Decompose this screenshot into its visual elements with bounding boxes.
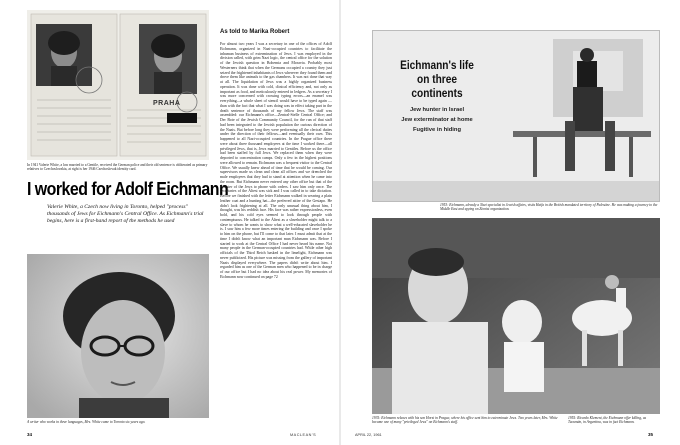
right-page-number: 35 xyxy=(648,432,654,437)
feature-subtitle-3: Fugitive in hiding xyxy=(413,127,461,133)
page-gutter xyxy=(339,0,341,445)
haifa-photo xyxy=(372,30,660,202)
photo-caption: In 1941 Valerie White, a law married to a Gentile, received the German police and their old sentence is obliterated as primary relatives to Czechoslovakia, at right is her 1946 Czechoslovak identity card. xyxy=(27,163,208,172)
feature-title: Eichmann's life on three continents xyxy=(400,60,474,100)
footer-date: APRIL 22, 1961 xyxy=(355,433,382,437)
left-page-number: 34 xyxy=(27,432,33,437)
portrait-caption: A writer who works in three languages, Mrs. White came to Toronto six years ago. xyxy=(27,420,146,424)
valerie-white-portrait xyxy=(27,254,209,418)
stamp-city: PRAHA xyxy=(153,100,181,107)
feature-subtitle-2: Jew exterminator at home xyxy=(401,117,473,123)
haifa-caption: 1953: Eichmann, already a Nazi specialist in Jewish affairs, visits Haifa in the British mandated territory of Palestine. He was making a journey to the Middle East and spying on Zionist organization. xyxy=(440,203,658,212)
deck: Valerie White, a Czech now living in Toronto, helped "process" thousands of Jews for Eichmann's Central Office. As Eichmann's trial begins, here is a first-hand report of the methods he used xyxy=(47,204,204,224)
byline: As told to Marika Robert xyxy=(220,29,290,35)
family-caption-left: 1935: Eichmann relaxes with his son Horst in Prague, where his office sent him to exterminate Jews. Two years later, Mrs. White became one of many "privileged Jews" on Eichmann's staff. xyxy=(372,416,558,425)
feature-subtitle-1: Jew hunter in Israel xyxy=(409,107,465,113)
family-photo xyxy=(372,218,660,414)
id-documents-illustration xyxy=(27,10,209,160)
family-illustration xyxy=(372,218,660,414)
headline: I worked for Adolf Eichmann xyxy=(27,178,229,199)
id-documents-photo xyxy=(27,10,209,160)
family-caption-right: 1955: Ricardo Klement, the Eichmann offer killing, as Tucumán, in Argentina, was in fact Eichmann. xyxy=(568,416,647,425)
portrait-illustration xyxy=(27,254,209,418)
article-body: For almost two years I was a secretary in one of the offices of Adolf Eichmann, organized in Nazi-occupied countries to facilitate the inhuman business of extermination of Jews. I was employed in the division called, with grim Nazi logic, the central office for the solution of the Jewish question in Bohemia and Moravia. Probably most Westerners think that when the Germans occupied a country they just seized the frightened inhabitants of Jews wherever they found them and drove them like animals to the gas chambers. It was not done that way at all. The liquidation of Jews was a highly organized business operation. It was done with cold, clinical efficiency and, not only as important as food, and meticulously entered in ledgers. As a secretary I was more concerned with crossing typing errors—an enamel was everything—a whole sheet of stencil would have to be typed again — than with the fact that what I was doing was in effect taking part in the death sentence of thousands of my fellow Jews. The staff was assembled: our Eichmann's office—Zentral-Stelle Central Office; and Der Bote of the Jewish Community Council, for the run of that staff had been integrated to the Jewish population the curious direction of the Nazis. But before long they were performing all the clerical duties under the direction of their fellows—and eventually their own. This happened to all Nazi-occupied countries. In the Prague office there were about three thousand employees at the time I worked there—all privileged Jews, that is, Jews married to Gentiles. Before us the office had been staffed by full Jews. We replaced them when they were deported to concentration camps. Only a few in the highest positions were allowed to remain. Eichmann was a frequent visitor to the Central Office. We usually knew ahead of time that he would be coming. Our supervisors made us clean and clean all offices and we drenched the male employees that they had to stand at attention when he came into the room. But Eichmann never entered any other office but that of the Ältester of the Jews to phone with orders. I saw him only once. The secretaries of the Ältest was sick and I was called in to take dictation. Before we finished with the letter Eichmann walked in wearing a plain leather coat and a hunting hat—the preferred attire of the Gestapo. He didn't look frightening at all. The only unusual thing about him, I thought, was his reddish face. His face was rather expressionless, even bold, and his cold eyes seemed to look through people with contemptuous. He talked to the Ältest as a slaveholder might talk to a slave to whom he wants to show what a well-educated slaveholder he is. I saw him a few more times entering the building and once I spoke to him on the phone, but I'll come to that later. I must admit that at the time I didn't know what an important man Eichmann was. Before I started to work at the Central Office I had never heard his name. Not many people in the German-occupied countries had. While other high officials of the Third Reich basked in the limelight, Eichmann was never publicized. His picture was missing from the gallery of important Nazis displayed everywhere. The papers didn't write about him. I regarded him as one of the German men who happened to be in charge of our office but I had no idea about his real power. My memories of Eichmann now continued on page 72 xyxy=(220,42,332,279)
footer-magazine: MACLEAN'S xyxy=(290,433,317,437)
